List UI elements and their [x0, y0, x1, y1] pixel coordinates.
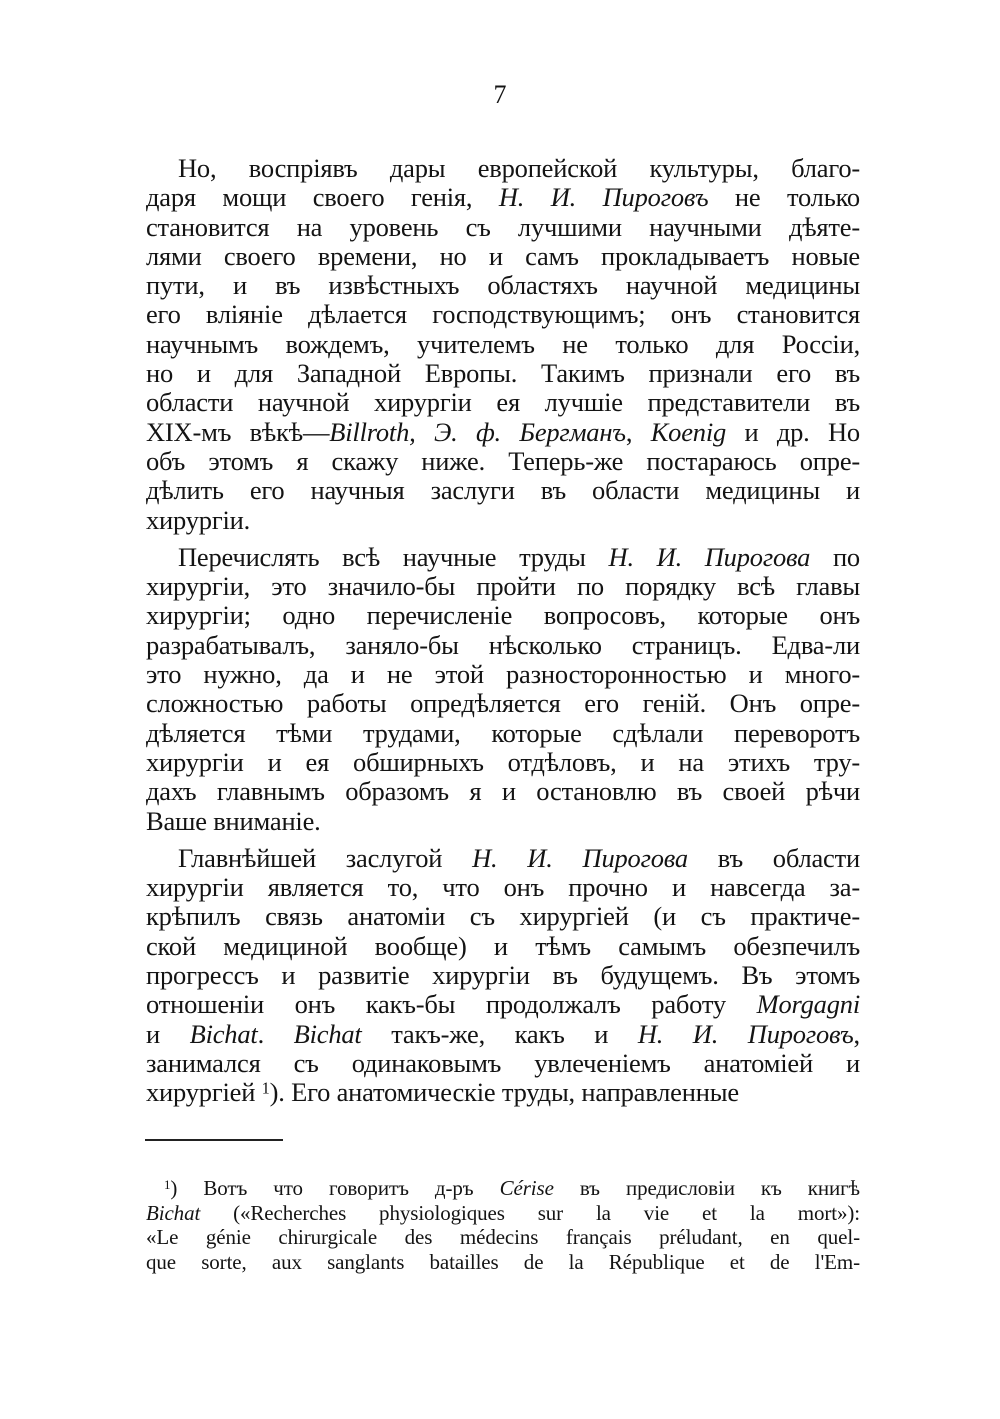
italic-name: Koenig	[650, 416, 727, 447]
text-line	[146, 902, 860, 931]
text-segment: que sorte, aux sanglants batailles de la République et de l'Em-	[146, 1249, 860, 1274]
text-segment: объ этомъ я скажу ниже. Теперь-же постараюсь опре-	[146, 445, 860, 476]
main-text	[146, 154, 860, 1116]
text-line	[146, 961, 860, 990]
text-segment: не только	[708, 182, 860, 213]
italic-name: Н. И. Пироговъ	[498, 182, 709, 213]
text-line	[146, 631, 860, 660]
text-segment: его вліяніе дѣлается господствующимъ; онъ становится	[146, 299, 860, 330]
text-segment: ). Его анатомическіе труды, направленные	[269, 1077, 739, 1108]
text-line	[146, 330, 860, 359]
text-line	[146, 873, 860, 902]
text-line	[146, 543, 860, 572]
text-segment: Ваше вниманіе.	[146, 805, 321, 836]
text-line	[146, 183, 860, 212]
text-segment: Перечислять всѣ научные труды	[178, 541, 609, 572]
text-line	[146, 932, 860, 961]
text-line	[146, 689, 860, 718]
page-number: 7	[493, 80, 507, 109]
text-line	[146, 388, 860, 417]
text-segment: ,	[625, 416, 651, 447]
text-line	[146, 242, 860, 271]
text-line	[146, 1225, 860, 1250]
text-segment: по	[810, 541, 860, 572]
italic-name: Bichat	[293, 1018, 362, 1049]
text-segment: лями своего времени, но и самъ прокладываетъ новые	[146, 240, 860, 271]
text-segment: крѣпилъ связь анатоміи съ хирургіей (и съ практиче-	[146, 901, 860, 932]
text-segment: области научной хирургіи ея лучшіе представители въ	[146, 387, 860, 418]
text-line	[146, 660, 860, 689]
text-segment: становится на уровень съ лучшими научными дѣяте-	[146, 211, 860, 242]
text-line	[146, 1201, 860, 1226]
text-line	[146, 844, 860, 873]
text-segment: это нужно, да и не этой разносторонностью и много-	[146, 659, 860, 690]
text-segment: хирургіи; одно перечисленіе вопросовъ, которые онъ	[146, 600, 860, 631]
italic-name: Billroth, Э. ф. Бергманъ	[329, 416, 626, 447]
text-segment: разрабатывалъ, заняло-бы нѣсколько страницъ. Едва-ли	[146, 629, 860, 660]
italic-name: Н. И. Пирогова	[608, 541, 811, 572]
text-segment: въ области	[687, 842, 860, 873]
text-segment: .	[257, 1018, 294, 1049]
paragraph	[146, 543, 860, 836]
text-segment: и	[146, 1018, 190, 1049]
text-segment: хирургіи является то, что онъ прочно и навсегда за-	[146, 872, 860, 903]
text-segment: хирургіей	[146, 1077, 262, 1108]
text-segment: отношеніи онъ какъ-бы продолжалъ работу	[146, 989, 757, 1020]
text-segment: хирургіи и ея обширныхъ отдѣловъ, и на этихъ тру-	[146, 746, 860, 777]
text-line	[146, 418, 860, 447]
text-segment: прогрессъ и развитіе хирургіи въ будущемъ. Въ этомъ	[146, 960, 860, 991]
text-segment: хирургіи.	[146, 504, 251, 535]
footnote-marker: 1	[261, 1078, 270, 1098]
text-segment: занимался съ одинаковымъ увлеченіемъ анатоміей и	[146, 1047, 860, 1078]
footnote-marker: 1	[164, 1177, 171, 1193]
text-segment: Главнѣйшей заслугой	[178, 842, 473, 873]
text-segment: пути, и въ извѣстныхъ областяхъ научной медицины	[146, 270, 860, 301]
text-segment: но и для Западной Европы. Такимъ признали его въ	[146, 358, 860, 389]
italic-name: Н. И. Пироговъ	[637, 1018, 854, 1049]
text-line	[146, 990, 860, 1019]
text-segment: ,	[853, 1018, 860, 1049]
text-line	[146, 506, 860, 535]
text-line	[146, 154, 860, 183]
text-line	[146, 1176, 860, 1201]
text-segment: хирургіи, это значило-бы пройти по порядку всѣ главы	[146, 571, 860, 602]
footnote-divider	[145, 1139, 283, 1141]
text-segment: ской медициной вообще) и тѣмъ самымъ обезпечилъ	[146, 930, 860, 961]
paragraph	[146, 154, 860, 535]
text-line	[146, 1049, 860, 1078]
text-segment: сложностью работы опредѣляется его геній. Онъ опре-	[146, 688, 860, 719]
text-line	[146, 1020, 860, 1049]
paragraph	[146, 844, 860, 1108]
text-line	[146, 1078, 860, 1107]
text-line	[146, 748, 860, 777]
text-segment: дѣлить его научныя заслуги въ области медицины и	[146, 475, 860, 506]
text-line	[146, 213, 860, 242]
italic-name: Bichat	[146, 1200, 201, 1225]
text-line	[146, 300, 860, 329]
italic-name: Cérise	[499, 1176, 554, 1200]
text-segment: Но, воспріявъ дары европейской культуры, благо-	[178, 153, 860, 183]
text-line	[146, 601, 860, 630]
text-line	[146, 777, 860, 806]
text-line	[146, 359, 860, 388]
text-segment: («Recherches physiologiques sur la vie et la mort»):	[200, 1200, 860, 1225]
text-line	[146, 807, 860, 836]
text-segment: ) Вотъ что говоритъ д-ръ	[170, 1176, 500, 1200]
text-segment: такъ-же, какъ и	[361, 1018, 638, 1049]
text-line	[146, 476, 860, 505]
text-segment: и др. Но	[726, 416, 860, 447]
text-line	[146, 719, 860, 748]
text-segment: научнымъ вождемъ, учителемъ не только для Россіи,	[146, 328, 860, 359]
text-segment: дахъ главнымъ образомъ я и остановлю въ своей рѣчи	[146, 776, 860, 807]
text-segment: «Le génie chirurgicale des médecins français préludant, en quel-	[146, 1225, 860, 1249]
text-segment: дѣляется тѣми трудами, которые сдѣлали переворотъ	[146, 717, 860, 748]
text-line	[146, 447, 860, 476]
text-segment: XIX-мъ вѣкѣ—	[146, 416, 330, 447]
italic-name: Н. И. Пирогова	[472, 842, 688, 873]
text-line	[146, 271, 860, 300]
text-segment: даря мощи своего генія,	[146, 182, 499, 213]
italic-name: Morgagni	[756, 989, 860, 1020]
italic-name: Bichat	[189, 1018, 258, 1049]
text-line	[146, 1250, 860, 1275]
text-line	[146, 572, 860, 601]
footnote	[146, 1176, 860, 1274]
text-segment: въ предисловіи къ книгѣ	[553, 1176, 860, 1200]
